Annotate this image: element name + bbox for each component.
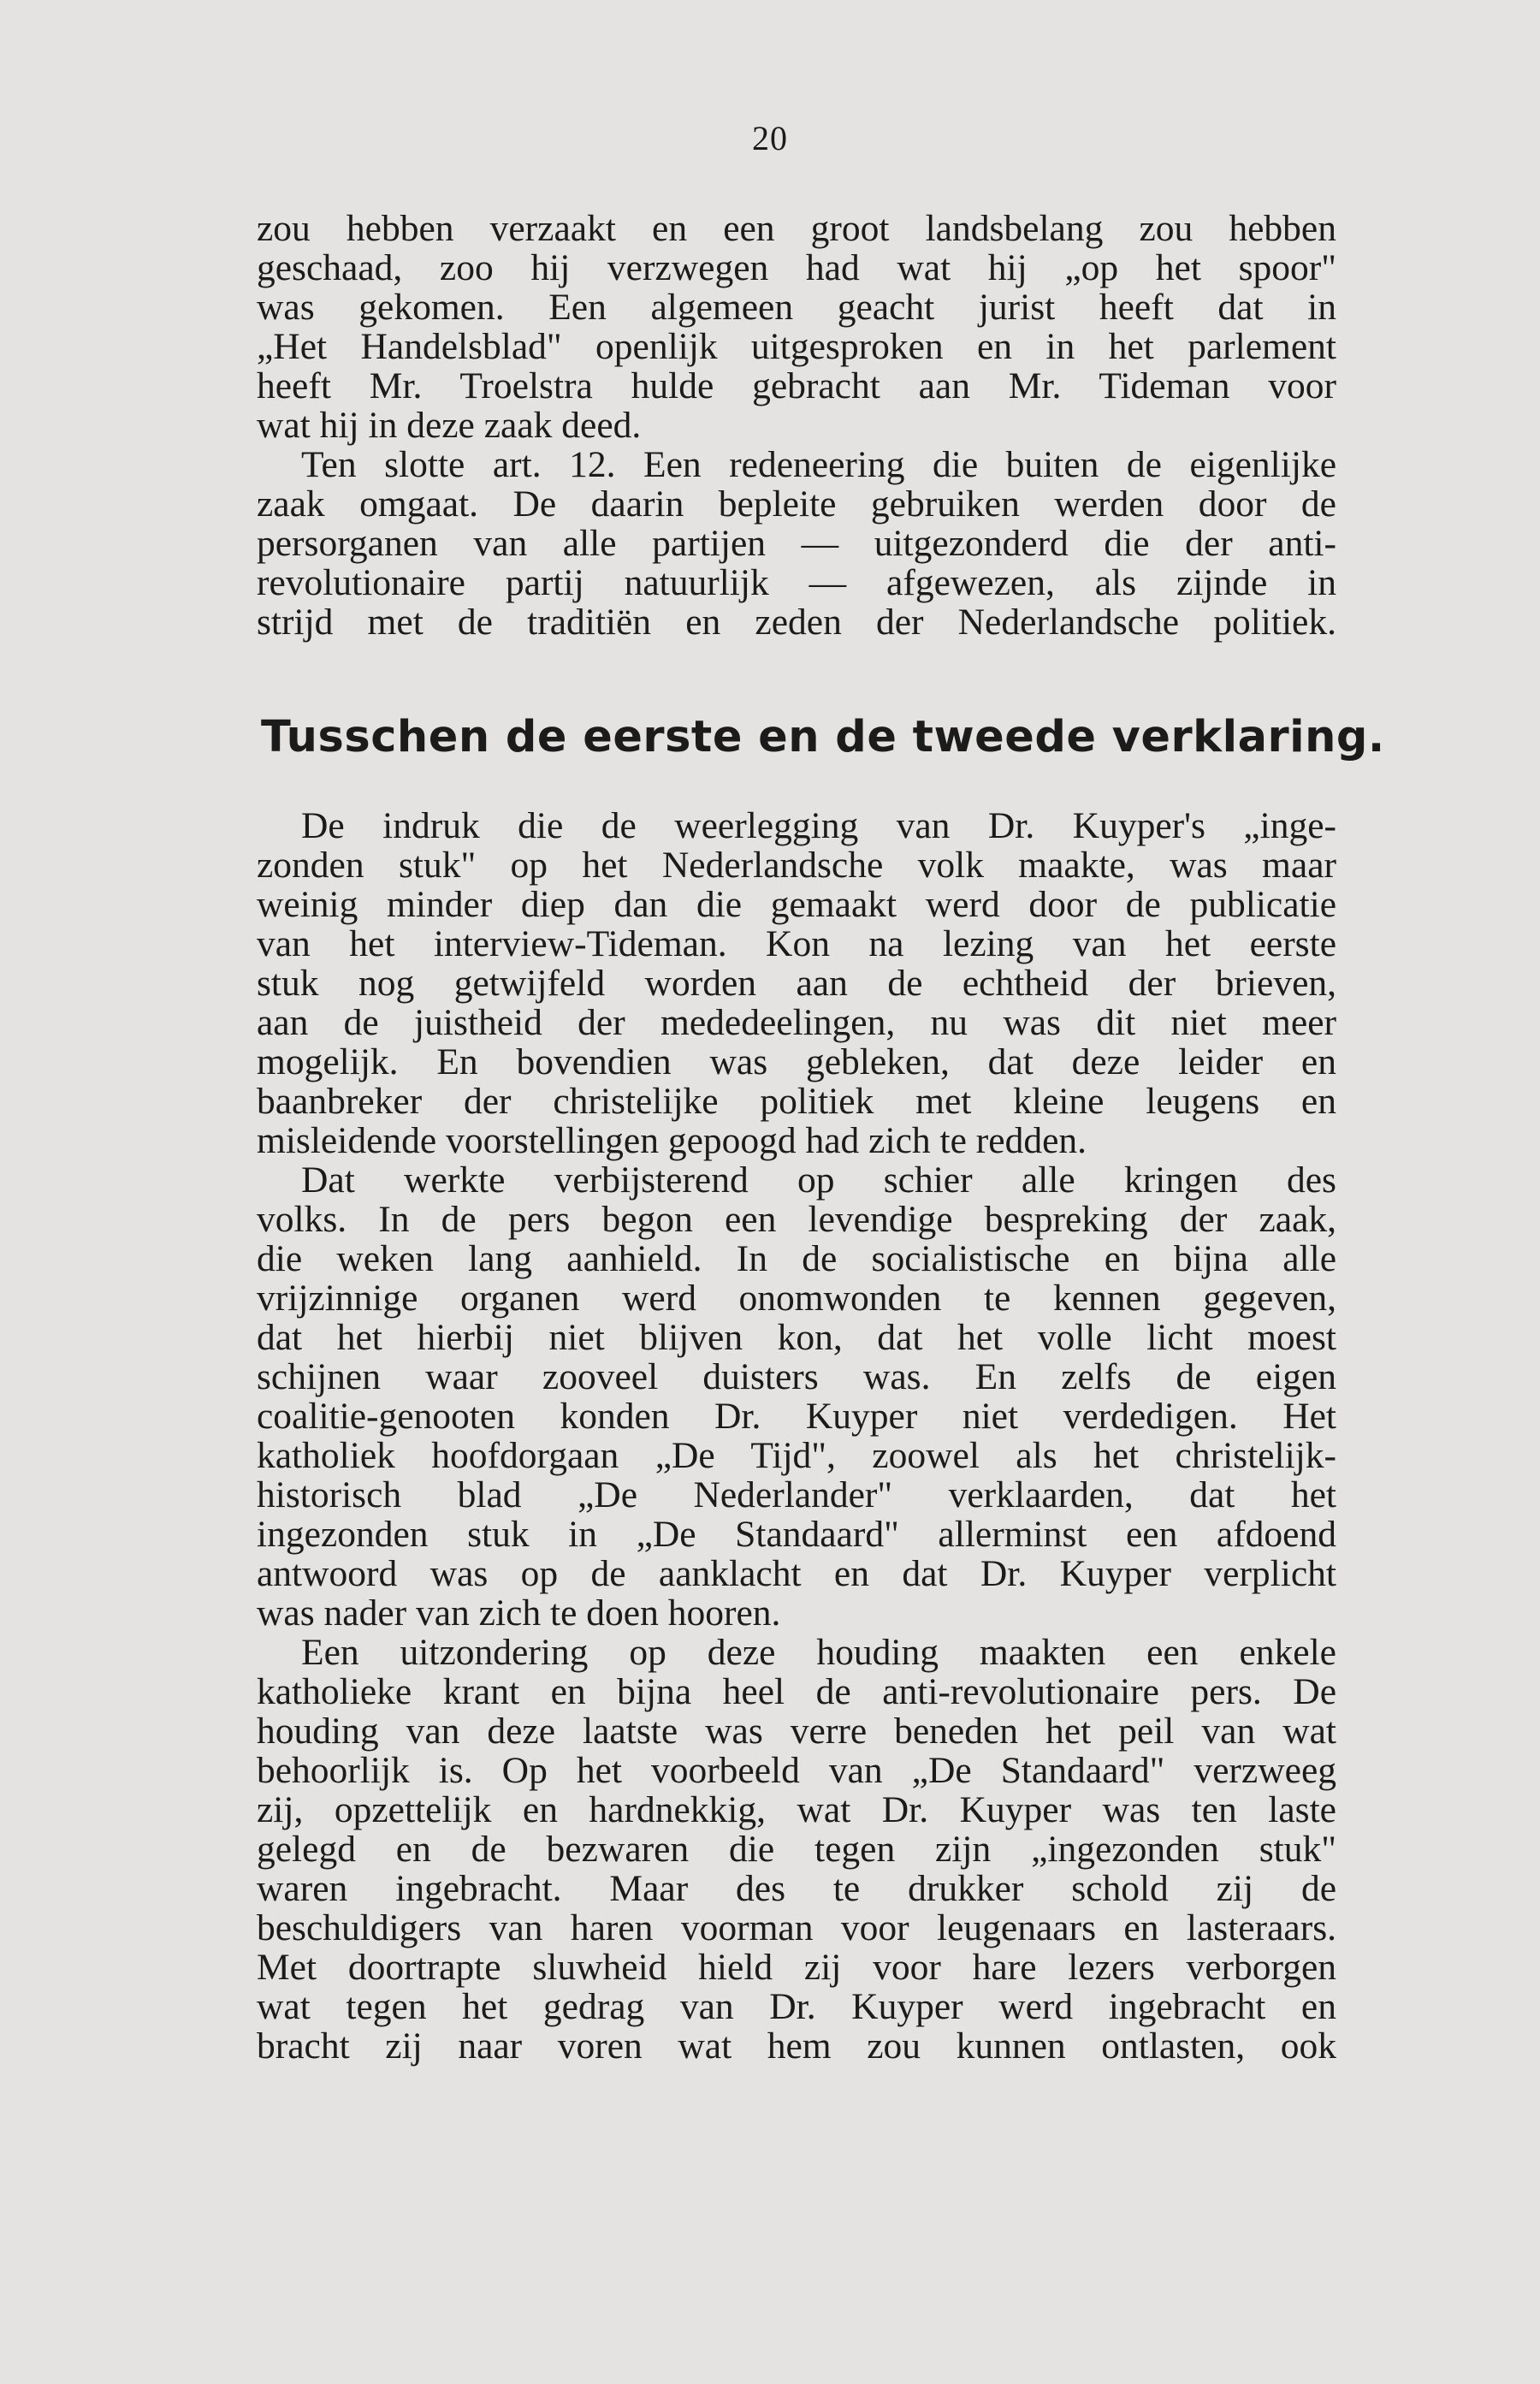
text-line: vrijzinnige organen werd onomwonden te kennen gegeven, <box>257 1278 1336 1319</box>
text-line: behoorlijk is. Op het voorbeeld van „De Standaard" verzweeg <box>257 1750 1336 1791</box>
text-line: geschaad, zoo hij verzwegen had wat hij „op het spoor" <box>257 247 1336 288</box>
text-line: antwoord was op de aanklacht en dat Dr. Kuyper verplicht <box>257 1553 1336 1594</box>
text-line: persorganen van alle partijen — uitgezonderd die der anti- <box>257 523 1336 564</box>
text-line: zij, opzettelijk en hardnekkig, wat Dr. Kuyper was ten laste <box>257 1789 1336 1830</box>
text-line: die weken lang aanhield. In de socialistische en bijna alle <box>257 1238 1336 1279</box>
text-line: zou hebben verzaakt en een groot landsbelang zou hebben <box>257 208 1336 249</box>
text-line: Dat werkte verbijsterend op schier alle kringen des <box>301 1159 1336 1201</box>
text-line: was nader van zich te doen hooren. <box>257 1592 781 1634</box>
text-line: van het interview-Tideman. Kon na lezing van het eerste <box>257 923 1336 964</box>
text-line: strijd met de traditiën en zeden der Nederlandsche politiek. <box>257 602 1336 643</box>
text-line: bracht zij naar voren wat hem zou kunnen ontlasten, ook <box>257 2025 1336 2067</box>
text-line: wat hij in deze zaak deed. <box>257 405 642 446</box>
text-line: katholiek hoofdorgaan „De Tijd", zoowel als het christelijk- <box>257 1435 1336 1476</box>
text-line: weinig minder diep dan die gemaakt werd door de publicatie <box>257 884 1336 925</box>
text-line: heeft Mr. Troelstra hulde gebracht aan Mr. Tideman voor <box>257 365 1336 406</box>
text-line: gelegd en de bezwaren die tegen zijn „ingezonden stuk" <box>257 1829 1336 1870</box>
text-line: zonden stuk" op het Nederlandsche volk maakte, was maar <box>257 845 1336 886</box>
text-line: houding van deze laatste was verre beneden het peil van wat <box>257 1711 1336 1752</box>
text-line: ingezonden stuk in „De Standaard" allerminst een afdoend <box>257 1514 1336 1555</box>
body-text-section-1 <box>257 209 1336 642</box>
text-line: Met doortrapte sluwheid hield zij voor hare lezers verborgen <box>257 1947 1336 1988</box>
text-line: baanbreker der christelijke politiek met kleine leugens en <box>257 1081 1336 1122</box>
text-line: schijnen waar zooveel duisters was. En zelfs de eigen <box>257 1356 1336 1397</box>
text-line: waren ingebracht. Maar des te drukker schold zij de <box>257 1868 1336 1909</box>
text-line: mogelijk. En bovendien was gebleken, dat deze leider en <box>257 1041 1336 1082</box>
text-line: coalitie-genooten konden Dr. Kuyper niet verdedigen. Het <box>257 1396 1336 1437</box>
text-line: aan de juistheid der mededeelingen, nu was dit niet meer <box>257 1002 1336 1043</box>
text-line: Een uitzondering op deze houding maakten een enkele <box>301 1632 1336 1673</box>
text-line: stuk nog getwijfeld worden aan de echtheid der brieven, <box>257 963 1336 1004</box>
text-line: volks. In de pers begon een levendige bespreking der zaak, <box>257 1199 1336 1240</box>
text-line: misleidende voorstellingen gepoogd had zich te redden. <box>257 1120 1087 1161</box>
text-line: dat het hierbij niet blijven kon, dat het volle licht moest <box>257 1317 1336 1358</box>
text-line: historisch blad „De Nederlander" verklaarden, dat het <box>257 1474 1336 1515</box>
text-line: „Het Handelsblad" openlijk uitgesproken en in het parlement <box>257 326 1336 367</box>
text-line: De indruk die de weerlegging van Dr. Kuyper's „inge- <box>301 805 1336 846</box>
text-line: was gekomen. Een algemeen geacht jurist heeft dat in <box>257 287 1336 328</box>
text-line: beschuldigers van haren voorman voor leugenaars en lasteraars. <box>257 1907 1336 1948</box>
page-number: 20 <box>752 119 788 157</box>
text-line: wat tegen het gedrag van Dr. Kuyper werd ingebracht en <box>257 1986 1336 2027</box>
text-line: katholieke krant en bijna heel de anti-revolutionaire pers. De <box>257 1671 1336 1712</box>
body-text-section-2 <box>257 806 1336 2066</box>
text-line: zaak omgaat. De daarin bepleite gebruiken werden door de <box>257 483 1336 525</box>
text-line: revolutionaire partij natuurlijk — afgewezen, als zijnde in <box>257 562 1336 603</box>
text-line: Ten slotte art. 12. Een redeneering die buiten de eigenlijke <box>301 444 1336 485</box>
section-heading: Tusschen de eerste en de tweede verklaring. <box>261 712 1385 762</box>
